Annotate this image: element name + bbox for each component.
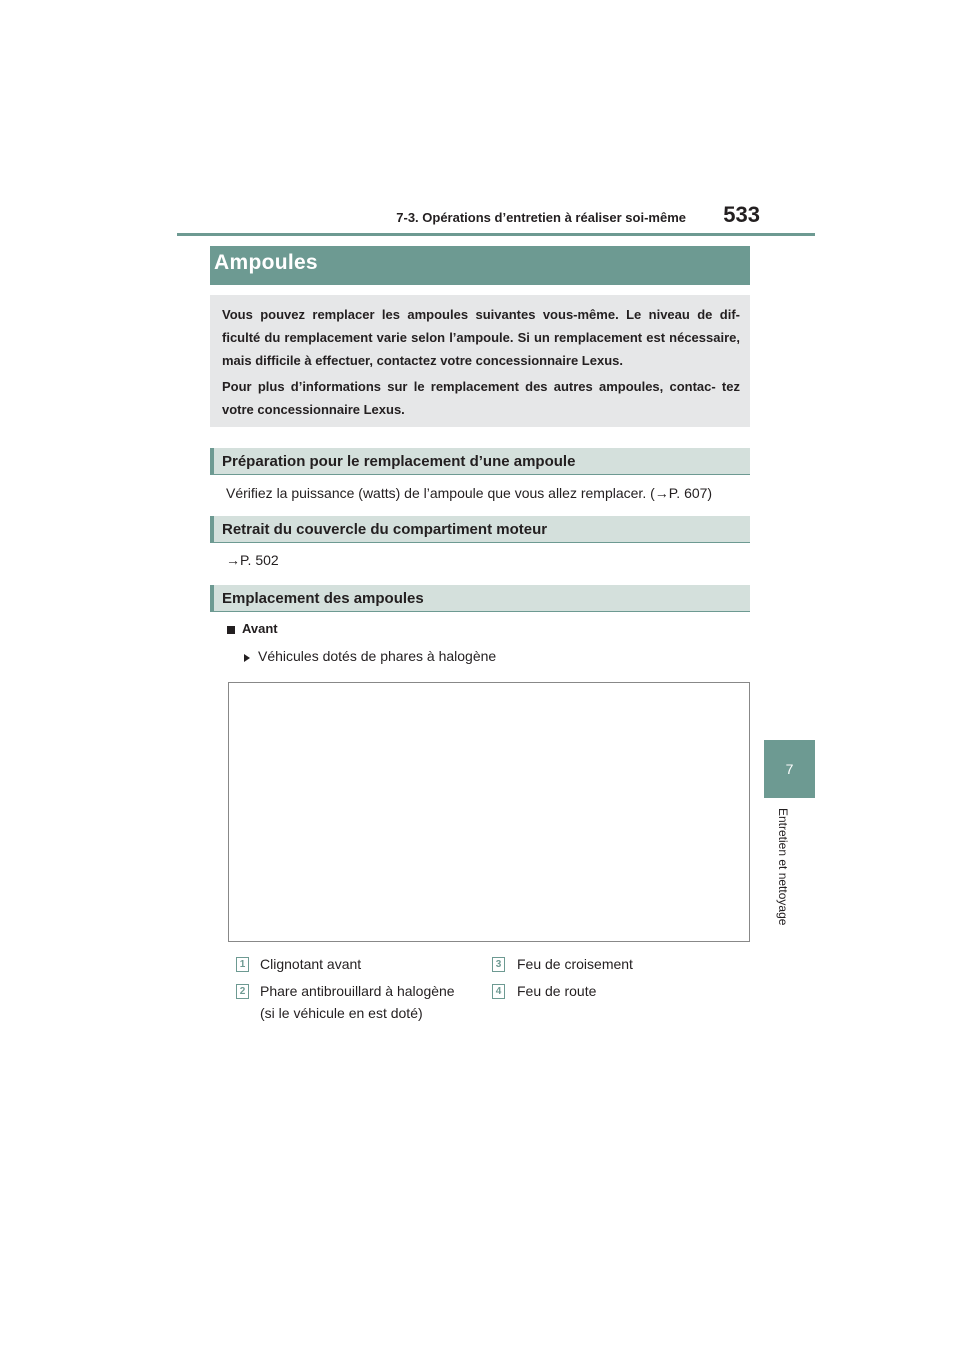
intro-paragraph-2: Pour plus d’informations sur le remplacement des autres ampoules, contac- tez votre concessionnaire Lexus.: [222, 379, 740, 417]
legend-number-4: 4: [492, 984, 505, 999]
location-subheading: Avant: [242, 621, 278, 636]
section-heading-cover: Retrait du couvercle du compartiment moteur: [222, 521, 548, 538]
legend-text-1: Clignotant avant: [260, 956, 362, 972]
legend-number-2: 2: [236, 984, 249, 999]
cover-reference: →P. 502: [226, 552, 279, 568]
preparation-text: Vérifiez la puissance (watts) de l’ampoule que vous allez remplacer. (→P. 607): [226, 485, 713, 501]
location-bullet: Véhicules dotés de phares à halogène: [258, 648, 497, 664]
legend-number-3: 3: [492, 957, 505, 972]
legend-text-4: Feu de route: [517, 983, 597, 999]
header-section-title: 7-3. Opérations d’entretien à réaliser soi-même: [396, 210, 686, 225]
legend-text-3: Feu de croisement: [517, 956, 633, 972]
chapter-tab-title: Entretien et nettoyage: [776, 808, 790, 926]
page-title: Ampoules: [214, 251, 318, 274]
square-bullet-icon: [227, 626, 235, 634]
legend-number-1: 1: [236, 957, 249, 972]
page-number: 533: [723, 202, 760, 227]
chapter-tab-number: 7: [764, 740, 815, 798]
section-heading-location: Emplacement des ampoules: [222, 590, 424, 607]
intro-paragraph-1: Vous pouvez remplacer les ampoules suivantes vous-même. Le niveau de dif- ficulté du remplacement varie selon l’ampoule. Si un remplacement est nécessaire, mais difficile à effectuer, contactez votre concessionnaire Lexus.: [222, 307, 740, 368]
legend-text-2: Phare antibrouillard à halogène: [260, 983, 455, 999]
triangle-bullet-icon: [244, 654, 250, 662]
legend-text-2-note: (si le véhicule en est doté): [260, 1005, 423, 1021]
bulb-location-figure: [228, 682, 750, 942]
header-divider: [177, 233, 815, 236]
section-heading-preparation: Préparation pour le remplacement d’une ampoule: [222, 453, 576, 470]
